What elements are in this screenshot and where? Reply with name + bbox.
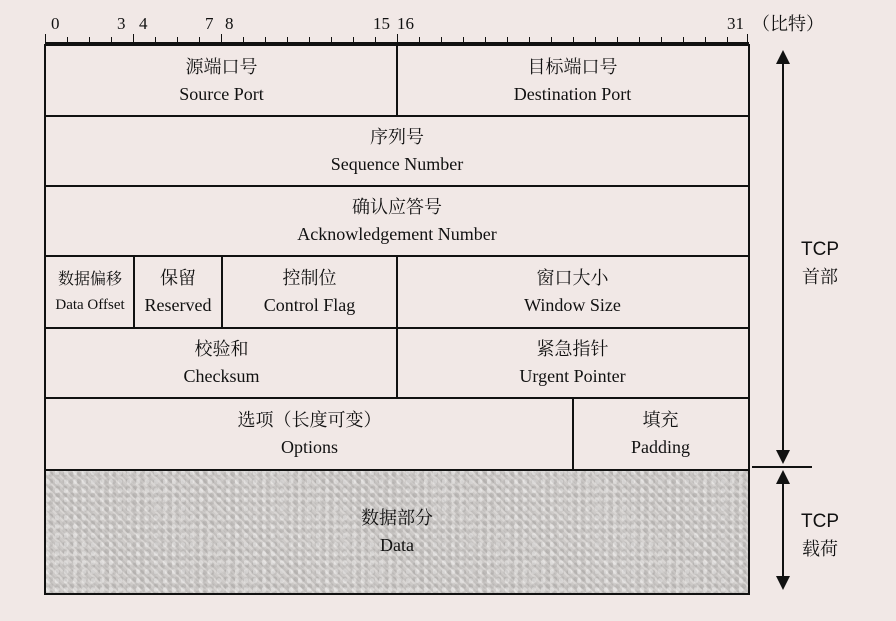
column-divider — [396, 46, 398, 116]
ruler-tick — [331, 37, 332, 44]
field-zh-label: 窗口大小 — [536, 268, 609, 289]
field-zh-label: 紧急指针 — [536, 339, 609, 360]
column-divider — [133, 256, 135, 328]
field-zh-label: 保留 — [160, 268, 196, 289]
arrow-down-icon — [776, 450, 790, 464]
field-zh-label: 填充 — [642, 410, 679, 431]
arrow-down-icon — [776, 576, 790, 590]
field-en-label: Control Flag — [263, 295, 356, 315]
field-en-label: Options — [280, 437, 338, 457]
field-en-label: Data Offset — [55, 297, 125, 313]
ruler-tick — [683, 37, 684, 44]
side-label-zh: 载荷 — [802, 539, 838, 560]
field-en-label: Checksum — [183, 366, 260, 386]
ruler-tick — [375, 37, 376, 44]
field-reserved — [134, 256, 222, 328]
field-options — [46, 398, 573, 470]
field-data — [46, 470, 748, 593]
field-padding — [573, 398, 748, 470]
ruler-tick — [111, 37, 112, 44]
field-control-flag — [222, 256, 397, 328]
ruler-tick — [89, 37, 90, 44]
field-zh-label: 数据偏移 — [57, 269, 122, 288]
ruler-tick — [573, 37, 574, 44]
field-zh-label: 确认应答号 — [352, 197, 442, 218]
ruler-tick — [705, 37, 706, 44]
tcp-payload-label — [790, 508, 850, 564]
column-divider — [572, 398, 574, 470]
field-en-label: Acknowledgement Number — [297, 224, 497, 244]
bit-label-15: 15 — [373, 14, 390, 33]
ruler-tick — [67, 37, 68, 44]
side-label-en: TCP — [801, 239, 839, 260]
field-urgent-pointer — [397, 328, 748, 398]
row-divider — [46, 469, 748, 471]
field-window-size — [397, 256, 748, 328]
ruler-tick — [529, 37, 530, 44]
ruler-tick — [661, 37, 662, 44]
header-payload-separator — [752, 466, 812, 468]
ruler-tick — [617, 37, 618, 44]
extent-line — [782, 482, 784, 580]
ruler-tick — [441, 37, 442, 44]
field-zh-label: 目标端口号 — [527, 57, 618, 78]
ruler-tick — [45, 34, 46, 44]
ruler-tick — [265, 37, 266, 44]
bit-label-3: 3 — [117, 14, 126, 33]
ruler-tick — [485, 37, 486, 44]
field-data-offset — [46, 256, 134, 328]
ruler-tick — [221, 34, 222, 44]
extent-line — [782, 62, 784, 454]
field-zh-label: 控制位 — [282, 268, 337, 289]
field-en-label: Reserved — [144, 295, 212, 315]
field-en-label: Destination Port — [513, 84, 632, 104]
bit-label-16: 16 — [397, 14, 414, 33]
ruler-tick — [507, 37, 508, 44]
field-en-label: Source Port — [179, 84, 264, 104]
field-en-label: Window Size — [524, 295, 621, 315]
field-zh-label: 源端口号 — [185, 57, 258, 78]
field-en-label: Padding — [630, 437, 690, 457]
ruler-tick — [727, 37, 728, 44]
ruler-tick — [463, 37, 464, 44]
field-en-label: Data — [380, 534, 414, 555]
ruler-tick — [595, 37, 596, 44]
bit-unit-label: （比特） — [752, 14, 824, 34]
ruler-tick — [353, 37, 354, 44]
side-label-zh: 首部 — [802, 267, 838, 288]
field-en-label: Urgent Pointer — [519, 366, 626, 386]
ruler-tick — [397, 34, 398, 44]
bit-label-0: 0 — [51, 14, 60, 33]
column-divider — [221, 256, 223, 328]
column-divider — [396, 256, 398, 398]
field-zh-label: 选项（长度可变） — [237, 410, 382, 431]
bit-label-7: 7 — [205, 14, 214, 33]
side-label-en: TCP — [801, 511, 839, 532]
bit-label-4: 4 — [139, 14, 148, 33]
ruler-tick — [177, 37, 178, 44]
field-zh-label: 序列号 — [370, 127, 424, 148]
field-sequence-number — [46, 116, 748, 186]
bit-label-8: 8 — [225, 14, 234, 33]
field-destination-port — [397, 46, 748, 116]
ruler-tick — [551, 37, 552, 44]
bit-label-31: 31 — [727, 14, 744, 33]
field-checksum — [46, 328, 397, 398]
tcp-header-table — [44, 44, 750, 595]
row-divider — [46, 185, 748, 187]
ruler-tick — [133, 34, 134, 44]
ruler-tick — [419, 37, 420, 44]
field-zh-label: 校验和 — [194, 339, 249, 360]
ruler-tick — [639, 37, 640, 44]
field-ack-number — [46, 186, 748, 256]
field-en-label: Sequence Number — [330, 154, 464, 174]
field-source-port — [46, 46, 397, 116]
ruler-tick — [155, 37, 156, 44]
bit-ruler — [45, 12, 749, 46]
field-zh-label: 数据部分 — [361, 507, 433, 529]
ruler-tick — [309, 37, 310, 44]
tcp-header-label — [790, 236, 850, 292]
ruler-tick — [199, 37, 200, 44]
data-payload-area — [46, 470, 748, 593]
ruler-tick — [287, 37, 288, 44]
ruler-tick — [747, 34, 748, 44]
ruler-tick — [243, 37, 244, 44]
